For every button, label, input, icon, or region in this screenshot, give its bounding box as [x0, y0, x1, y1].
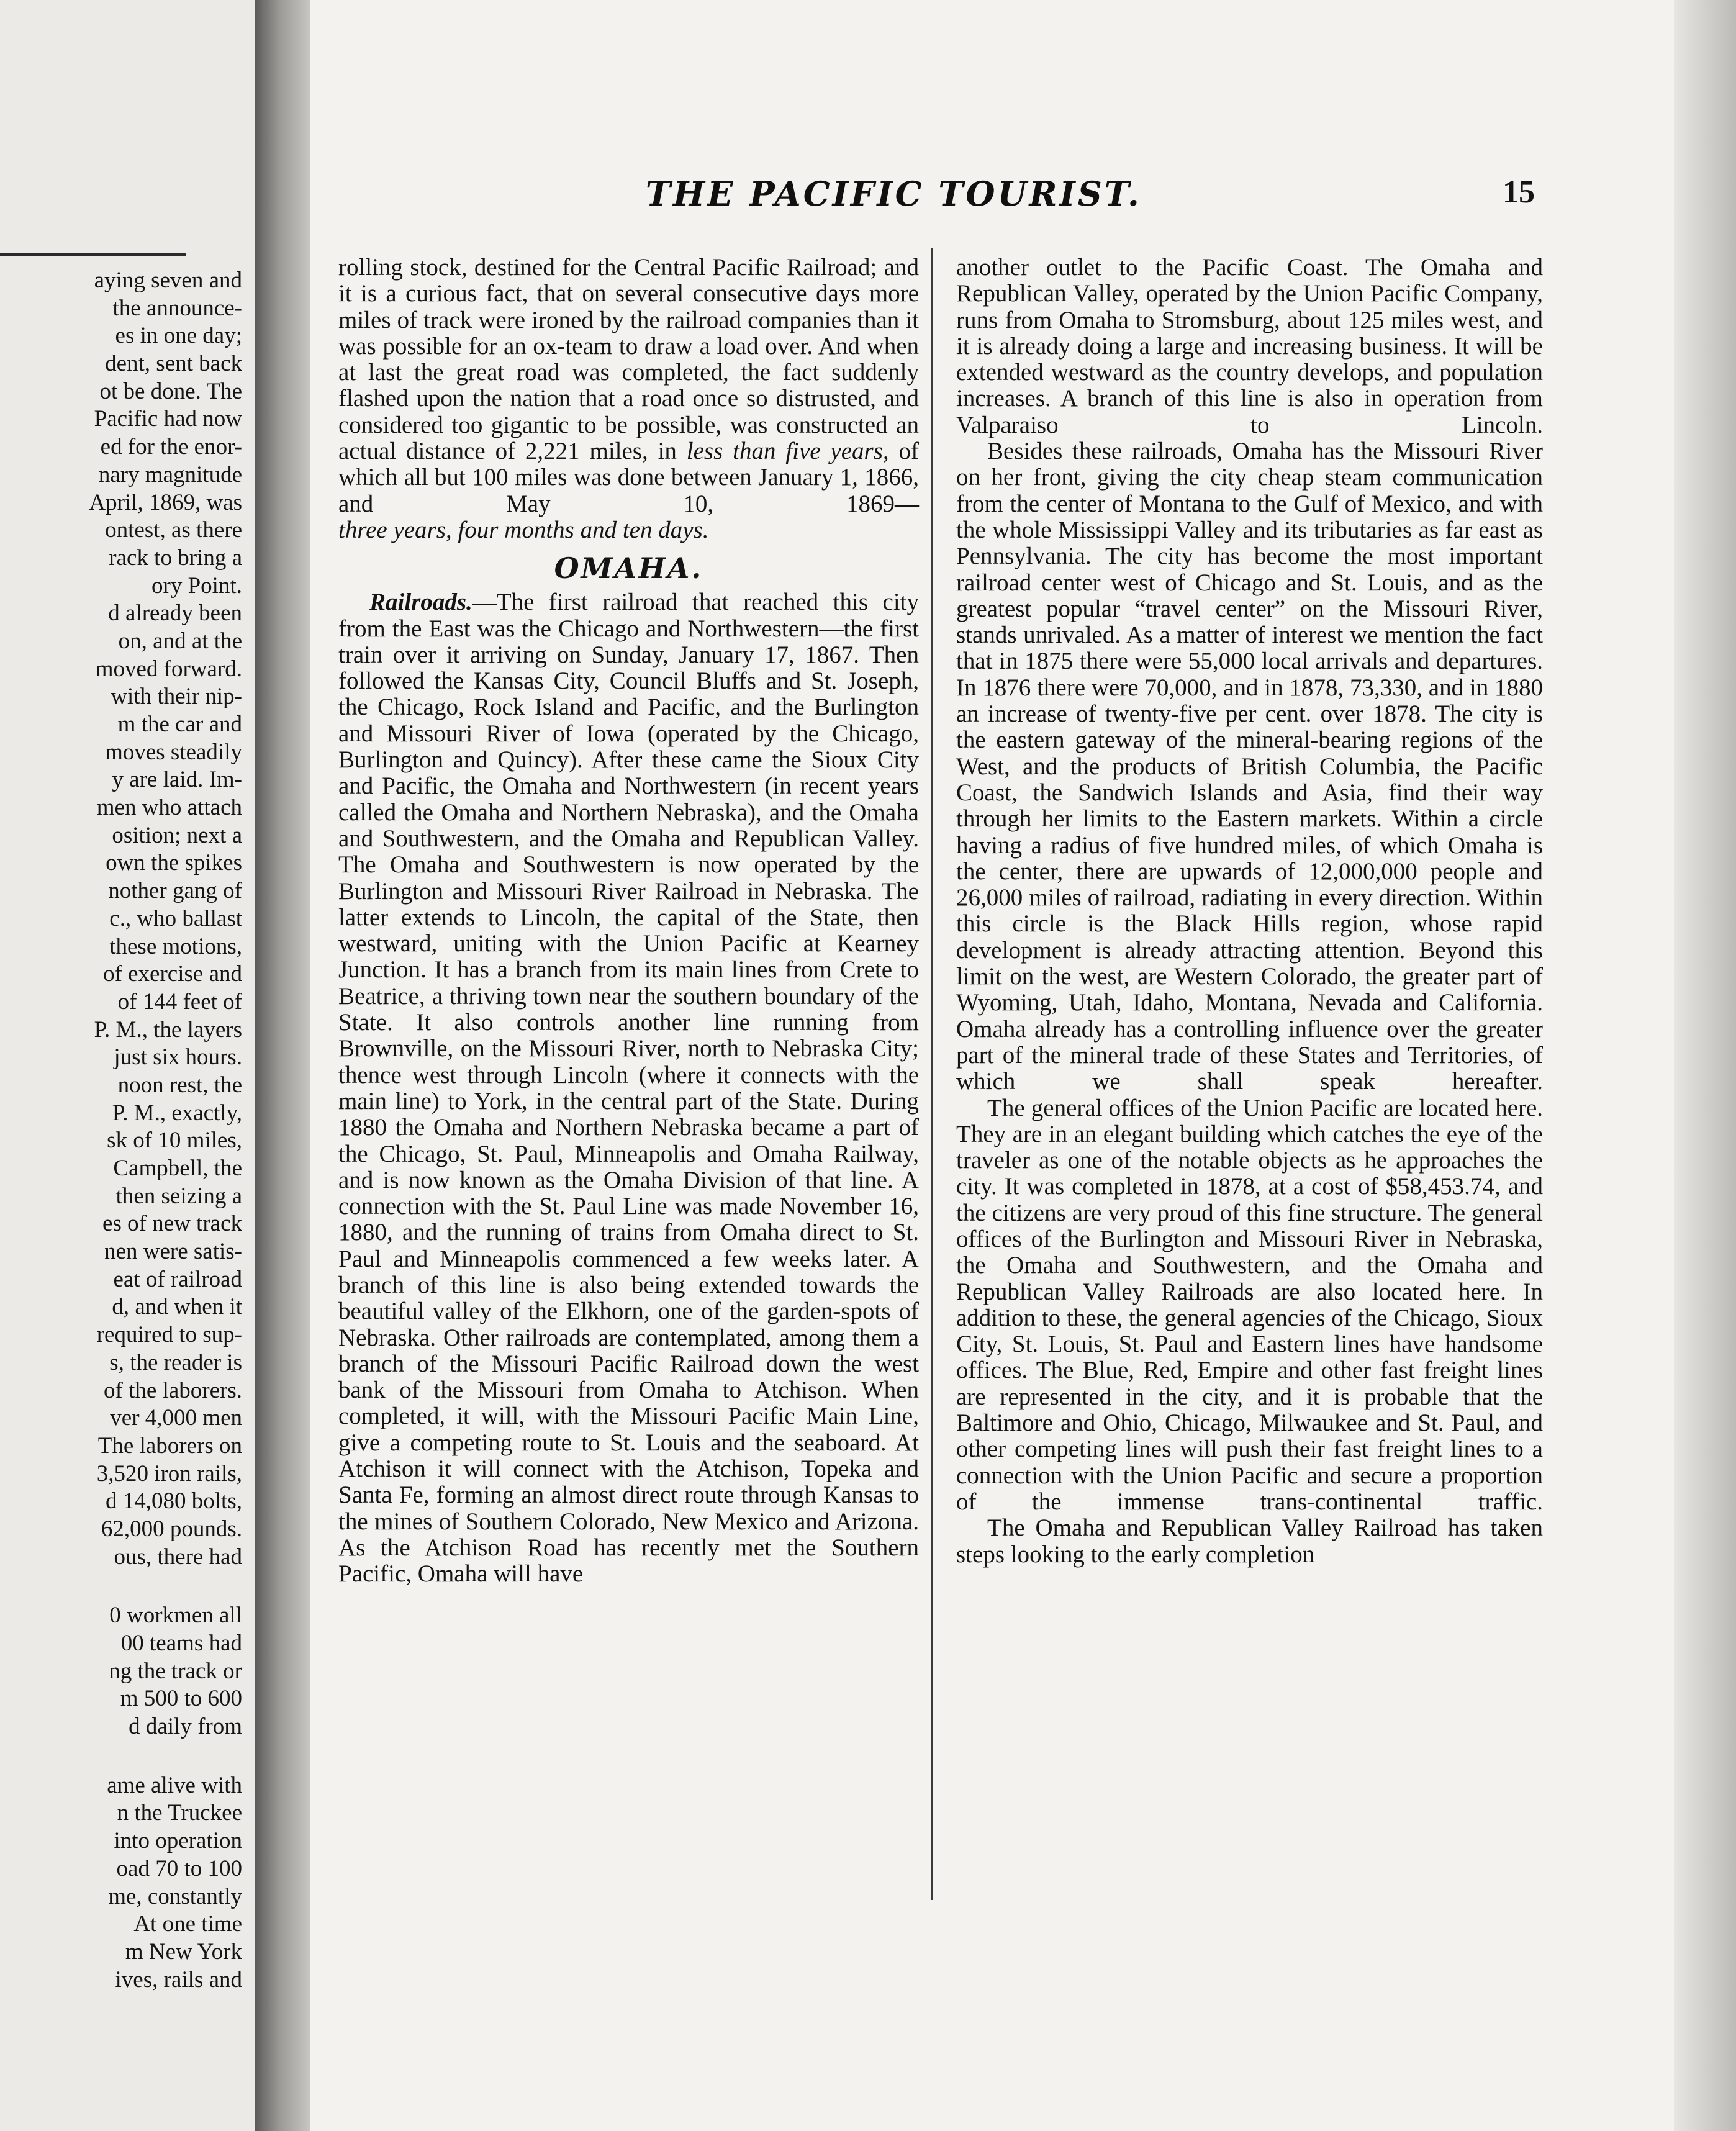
paragraph	[338, 589, 919, 1587]
fragment-line: the announce-	[112, 295, 242, 321]
fragment-line: ame alive with	[107, 1772, 242, 1798]
page-number: 15	[1503, 174, 1535, 210]
fragment-line: dent, sent back	[105, 351, 242, 377]
italic-run: less than five years,	[686, 438, 889, 465]
fragment-line: these motions,	[109, 933, 242, 959]
fragment-line: The laborers on	[97, 1432, 242, 1459]
fragment-line: of the laborers.	[104, 1377, 242, 1403]
fragment-line: aying seven and	[94, 268, 242, 293]
fragment-line: nen were satis-	[104, 1239, 242, 1265]
fragment-line: d 14,080 bolts,	[106, 1488, 242, 1514]
fragment-line: At one time	[133, 1911, 242, 1937]
fragment-line: s, the reader is	[109, 1349, 242, 1375]
fragment-line: d, and when it	[112, 1294, 242, 1320]
fragment-line: ng the track or	[109, 1658, 242, 1684]
fragment-line: y are laid. Im-	[112, 767, 242, 793]
fragment-line: 3,520 iron rails,	[96, 1460, 242, 1486]
fragment-line: m the car and	[117, 712, 242, 737]
fragment-line: with their nip-	[111, 684, 242, 710]
fragment-line: ous, there had	[114, 1544, 242, 1570]
section-title: OMAHA.	[554, 551, 703, 586]
page-header	[335, 174, 1552, 224]
fragment-line: own the spikes	[106, 850, 242, 876]
column-divider	[931, 248, 933, 1900]
fragment-line: ory Point.	[151, 572, 242, 599]
fragment-line: ed for the enor-	[100, 434, 242, 460]
fragment-line: ives, rails and	[115, 1966, 242, 1993]
fragment-line: osition; next a	[112, 822, 242, 848]
right-column	[956, 255, 1543, 1568]
fragment-line: 62,000 pounds.	[101, 1516, 242, 1542]
fragment-line: P. M., exactly,	[112, 1100, 242, 1126]
fragment-line: of 144 feet of	[117, 989, 242, 1015]
fragment-line: d already been	[108, 600, 242, 627]
fragment-line: 0 workmen all	[109, 1603, 242, 1629]
fragment-line: me, constantly	[108, 1883, 242, 1909]
fragment-line: ot be done. The	[99, 378, 242, 404]
fragment-line: sk of 10 miles,	[107, 1128, 242, 1154]
facing-page-text	[19, 267, 242, 1994]
italic-run: three years, four months and ten days.	[338, 516, 709, 543]
fragment-line: into operation	[114, 1828, 242, 1854]
left-column	[338, 255, 919, 1588]
fragment-line: c., who ballast	[109, 905, 242, 931]
facing-page-fragment	[0, 0, 255, 2131]
fragment-line: m New York	[125, 1939, 242, 1965]
fragment-line: just six hours.	[114, 1044, 242, 1070]
fragment-line: es in one day;	[115, 323, 242, 349]
line-gap	[19, 1571, 242, 1602]
paragraph	[338, 255, 919, 517]
fragment-line: moves steadily	[105, 739, 242, 765]
fragment-line: men who attach	[96, 795, 242, 821]
fragment-line: of exercise and	[103, 961, 242, 987]
fragment-line: n the Truckee	[117, 1800, 242, 1826]
paragraph: Besides these railroads, Omaha has the Missouri River on her front, giving the city cheap steam communication from the center of Montana to the Gulf of Mexico, and with the whole Mississippi Valley and its tributaries as far east as Pennsylvania. The city has become the most important railroad center west of Chicago and St. Louis, and as the greatest popular “travel center” on the Missouri River, stands unrivaled. As a matter of interest we mention the fact that in 1875 there were 55,000 local arrivals and departures. In 1876 there were 70,000, and in 1878, 73,330, and in 1880 an increase of twenty-five per cent. over 1878. The city is the eastern gateway of the mineral-bearing regions of the West, and the products of British Columbia, the Pacific Coast, the Sandwich Islands and Asia, find their way through her limits to the Eastern markets. Within a circle having a radius of five hundred miles, of which Omaha is the center, there are upwards of 12,000,000 people and 26,000 miles of railroad, radiating in every direction. Within this circle is the Black Hills region, whose rapid development is already attracting attention. Beyond this limit on the west, are Western Colorado, the greater part of Wyoming, Utah, Idaho, Montana, Nevada and California. Omaha already has a controlling influence over the greater part of the mineral trade of these States and Territories, of which we shall speak hereafter.	[956, 438, 1543, 1095]
fragment-line: then seizing a	[115, 1183, 242, 1209]
fragment-line: Campbell, the	[113, 1156, 242, 1181]
text-run: of which all but 100 miles was done between January 1, 1866, and May 10, 1869—	[338, 438, 919, 517]
text-run: rolling stock, destined for the Central Pacific Railroad; and it is a curious fact, that on several consecutive days more miles of track were ironed by the railroad companies than it was possible for an ox-team to draw a load over. And when at last the great road was completed, the fact suddenly flashed upon the nation that a road once so distrusted, and considered too gigantic to be possible, was constructed an actual distance of 2,221 miles, in	[338, 254, 919, 465]
fragment-line: m 500 to 600	[120, 1686, 242, 1712]
paragraph: another outlet to the Pacific Coast. The Omaha and Republican Valley, operated by the Union Pacific Company, runs from Omaha to Stromsburg, about 125 miles west, and it is already doing a large and increasing business. It will be extended westward as the country develops, and population increases. A branch of this line is also in operation from Valparaiso to Lincoln.	[956, 254, 1543, 438]
fragment-line: Pacific had now	[94, 406, 242, 432]
book-gutter	[255, 0, 310, 2131]
fragment-line: ontest, as there	[105, 517, 242, 543]
fragment-line: 00 teams had	[120, 1631, 242, 1656]
fragment-line: ver 4,000 men	[110, 1405, 242, 1431]
running-head: THE PACIFIC TOURIST.	[646, 174, 1142, 214]
fragment-line: d daily from	[129, 1714, 242, 1740]
text-run: —The first railroad that reached this city from the East was the Chicago and Northwestern—the first train over it arriving on Sunday, January 17, 1867. Then followed the Kansas City, Council Bluffs and St. Joseph, the Chicago, Rock Island and Pacific, and the Burlington and Missouri River of Iowa (operated by the Chicago, Burlington and Quincy). After these came the Sioux City and Pacific, the Omaha and Northwestern (in recent years called the Omaha and Northern Nebraska), and the Omaha and Southwestern, and the Omaha and Republican Valley. The Omaha and Southwestern is now operated by the Burlington and Missouri River Railroad in Nebraska. The latter extends to Lincoln, the capital of the State, then westward, uniting with the Union Pacific at Kearney Junction. It has a branch from its main lines from Crete to Beatrice, a thriving town near the southern boundary of the State. It also controls another line running from Brownville, on the Missouri River, north to Nebraska City; thence west through Lincoln (where it connects with the main line) to York, in the central part of the State. During 1880 the Omaha and Northern Nebraska became a part of the Chicago, St. Paul, Minneapolis and Omaha Railway, and is now known as the Omaha Division of that line. A connection with the St. Paul Line was made November 16, 1880, and the running of trains from Omaha direct to St. Paul and Minneapolis commenced a few weeks later. A branch of this line is also being extended towards the beautiful valley of the Elkhorn, one of the garden-spots of Nebraska. Other railroads are contemplated, among them a branch of the Missouri Pacific Railroad down the west bank of the Missouri from Omaha to Atchison. When completed, it will, with the Missouri Pacific Main Line, give a competing route to St. Louis and the seaboard. At Atchison it will connect with the Atchison, Topeka and Santa Fe, forming an almost direct route through Kansas to the mines of Southern Colorado, New Mexico and Arizona. As the Atchison Road has recently met the Southern Pacific, Omaha will have	[338, 589, 919, 1588]
page-edge	[1674, 0, 1736, 2131]
fragment-line: es of new track	[102, 1211, 242, 1237]
fragment-line: required to sup-	[96, 1322, 242, 1348]
fragment-line: nary magnitude	[98, 461, 242, 487]
run-in-heading: Railroads.	[369, 589, 472, 616]
fragment-line: oad 70 to 100	[116, 1855, 242, 1881]
line-gap	[19, 1741, 242, 1772]
facing-page-rule	[0, 253, 186, 256]
fragment-line: on, and at the	[118, 628, 242, 654]
paragraph-tail	[338, 517, 919, 543]
paragraph: The general offices of the Union Pacific are located here. They are in an elegant building which catches the eye of the traveler as one of the notable objects as he approaches the city. It was completed in 1878, at a cost of $58,453.74, and the citizens are very proud of this fine structure. The general offices of the Burlington and Missouri River in Nebraska, the Omaha and Southwestern, and the Omaha and Republican Valley Railroads are also located here. In addition to these, the general agencies of the Chicago, Sioux City, St. Louis, St. Paul and Eastern lines have handsome offices. The Blue, Red, Empire and other fast freight lines are represented in the city, and it is probable that the Baltimore and Ohio, Chicago, Milwaukee and St. Paul, and other competing lines will push their fast freight lines to a connection with the Union Pacific and secure a proportion of the immense trans-continental traffic.	[956, 1094, 1543, 1515]
fragment-line: April, 1869, was	[89, 489, 242, 515]
paragraph: The Omaha and Republican Valley Railroad has taken steps looking to the early completion	[956, 1514, 1543, 1568]
fragment-line: rack to bring a	[109, 545, 242, 571]
fragment-line: nother gang of	[108, 878, 242, 904]
fragment-line: P. M., the layers	[94, 1016, 242, 1043]
fragment-line: moved forward.	[95, 656, 242, 682]
fragment-line: noon rest, the	[117, 1072, 242, 1098]
fragment-line: eat of railroad	[113, 1266, 242, 1292]
